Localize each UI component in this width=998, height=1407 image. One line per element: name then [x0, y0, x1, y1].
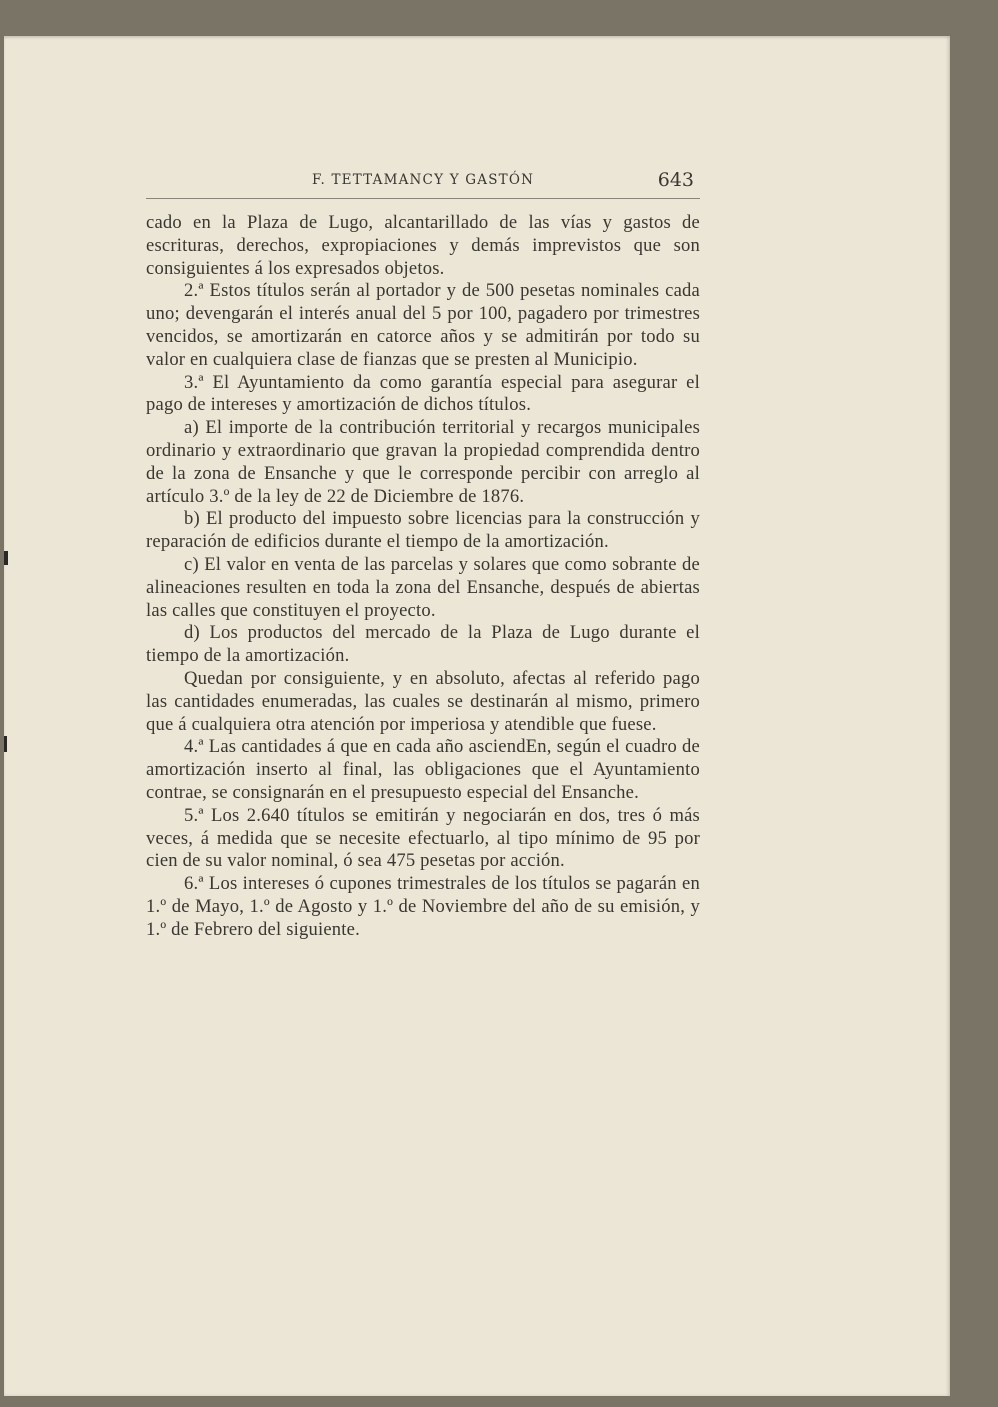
paragraph-clause-3: 3.ª El Ayuntamiento da como garantía especial para asegurar el pago de intereses y amortización de dichos títulos.: [146, 371, 700, 416]
margin-ink-mark: [4, 551, 8, 565]
paragraph-item-d: d) Los productos del mercado de la Plaza de Lugo durante el tiempo de la amortización.: [146, 622, 700, 667]
paragraph-clause-6: 6.ª Los intereses ó cupones trimestrales de los títulos se pagarán en 1.º de Mayo, 1.º de Agosto y 1.º de Noviembre del año de su emisión, y 1.º de Febrero del siguiente.: [146, 873, 700, 940]
paragraph-continuation: cado en la Plaza de Lugo, alcantarillado de las vías y gastos de escrituras, derechos, expropiaciones y demás imprevistos que son consiguientes á los expresados objetos.: [146, 212, 700, 279]
body-text: [146, 212, 700, 942]
running-title: F. TETTAMANCY Y GASTÓN: [312, 172, 535, 188]
margin-ink-mark: [4, 736, 7, 752]
paragraph-clause-2: 2.ª Estos títulos serán al portador y de 500 pesetas nominales cada uno; devengarán el interés anual del 5 por 100, pagadero por trimestres vencidos, se amortizarán en catorce años y se admitirán por todo su valor en cualquiera clase de fianzas que se presten al Municipio.: [146, 280, 700, 370]
paragraph-clause-4: 4.ª Las cantidades á que en cada año asciendEn, según el cuadro de amortización inserto al final, las obligaciones que el Ayuntamiento contrae, se consignarán en el presupuesto especial del Ensanche.: [146, 736, 700, 803]
paragraph-item-c: c) El valor en venta de las parcelas y solares que como sobrante de alineaciones resulten en toda la zona del Ensanche, después de abiertas las calles que constituyen el proyecto.: [146, 553, 700, 621]
paragraph-item-b: b) El producto del impuesto sobre licencias para la construcción y reparación de edificios durante el tiempo de la amortización.: [146, 508, 700, 553]
paragraph-conclusion: Quedan por consiguiente, y en absoluto, afectas al referido pago las cantidades enumeradas, las cuales se destinarán al mismo, primero que á cualquiera otra atención por imperiosa y atendible que fuese.: [146, 667, 700, 735]
paragraph-item-a: a) El importe de la contribución territorial y recargos municipales ordinario y extraordinario que gravan la propiedad comprendida dentro de la zona de Ensanche y que le corresponde percibir con arreglo al artículo 3.º de la ley de 22 de Diciembre de 1876.: [146, 417, 700, 507]
running-header: [146, 170, 700, 199]
page-number: 643: [657, 169, 694, 191]
paragraph-clause-5: 5.ª Los 2.640 títulos se emitirán y negociarán en dos, tres ó más veces, á medida que se necesite efectuarlo, al tipo mínimo de 95 por cien de su valor nominal, ó sea 475 pesetas por acción.: [146, 804, 700, 872]
